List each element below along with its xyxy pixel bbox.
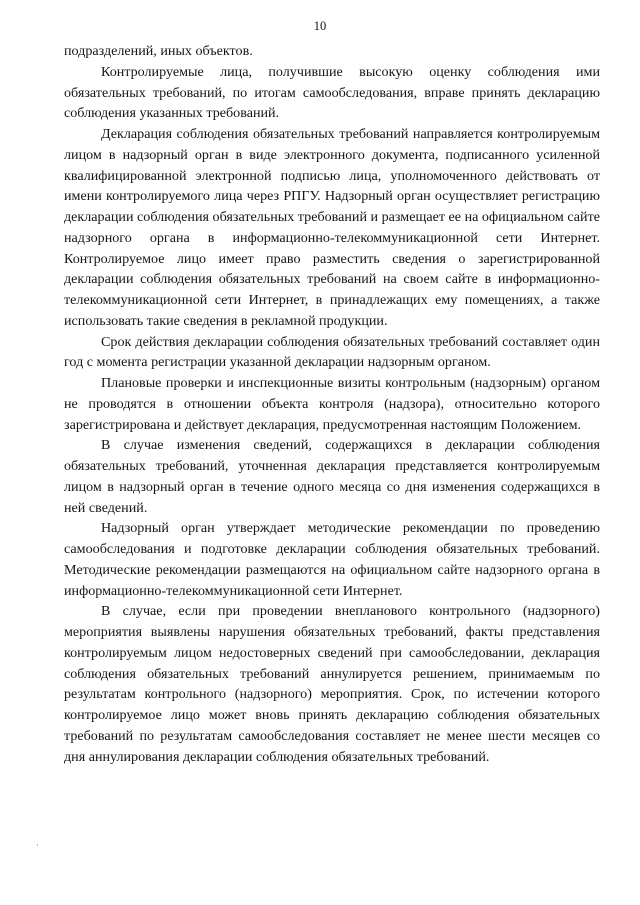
page-number: 10: [313, 19, 327, 33]
paragraph-methodical-recommendations: Надзорный орган утверждает методические рекомендации по проведению самообследования и подготовке декларации соблюдения обязательных требований. Методические рекомендации размещаются на официальном сайте надзорного органа в информационно-телекоммуникационной сети Интернет.: [64, 520, 600, 599]
paragraph-self-assessment: Контролируемые лица, получившие высокую оценку соблюдения ими обязательных требований, по итогам самообследования, вправе принять декларацию соблюдения указанных требований.: [64, 63, 600, 122]
document-body: [64, 41, 600, 767]
paragraph-declaration-submission: Декларация соблюдения обязательных требований направляется контролируемым лицом в надзорный орган в виде электронного документа, подписанного усиленной квалифицированной электронной подписью лица, уполномоченного действовать от имени контролируемого лица через РПГУ. Надзорный орган осуществляет регистрацию декларации соблюдения обязательных требований и размещает ее на официальном сайте надзорного органа в информационно-телекоммуникационной сети Интернет. Контролируемое лицо имеет право разместить сведения о зарегистрированной декларации соблюдения обязательных требований на своем сайте в информационно-телекоммуникационной сети Интернет, в принадлежащих ему помещениях, а также использовать такие сведения в рекламной продукции.: [64, 126, 600, 329]
paragraph-continuation: подразделений, иных объектов.: [64, 43, 253, 59]
scan-artifact: [37, 844, 38, 846]
paragraph-declaration-annulment: В случае, если при проведении внепланового контрольного (надзорного) мероприятия выявлены нарушения обязательных требований, факты представления контролируемым лицом недостоверных сведений при самообследовании, декларация соблюдения обязательных требований аннулируется решением, принимаемым по результатам контрольного (надзорного) мероприятия. Срок, по истечении которого контролируемое лицо может вновь принять декларацию соблюдения обязательных требований по результатам самообследования составляет не менее шести месяцев со дня аннулирования декларации соблюдения обязательных требований.: [64, 603, 600, 765]
paragraph-validity-period: Срок действия декларации соблюдения обязательных требований составляет один год с момента регистрации указанной декларации надзорным органом.: [64, 333, 600, 371]
paragraph-declaration-update: В случае изменения сведений, содержащихся в декларации соблюдения обязательных требований, уточненная декларация представляется контролируемым лицом в надзорный орган в течение одного месяца со дня изменения содержащихся в ней сведений.: [64, 437, 600, 516]
paragraph-planned-inspections: Плановые проверки и инспекционные визиты контрольным (надзорным) органом не проводятся в отношении объекта контроля (надзора), относительно которого зарегистрирована и действует декларация, предусмотренная настоящим Положением.: [64, 375, 600, 433]
